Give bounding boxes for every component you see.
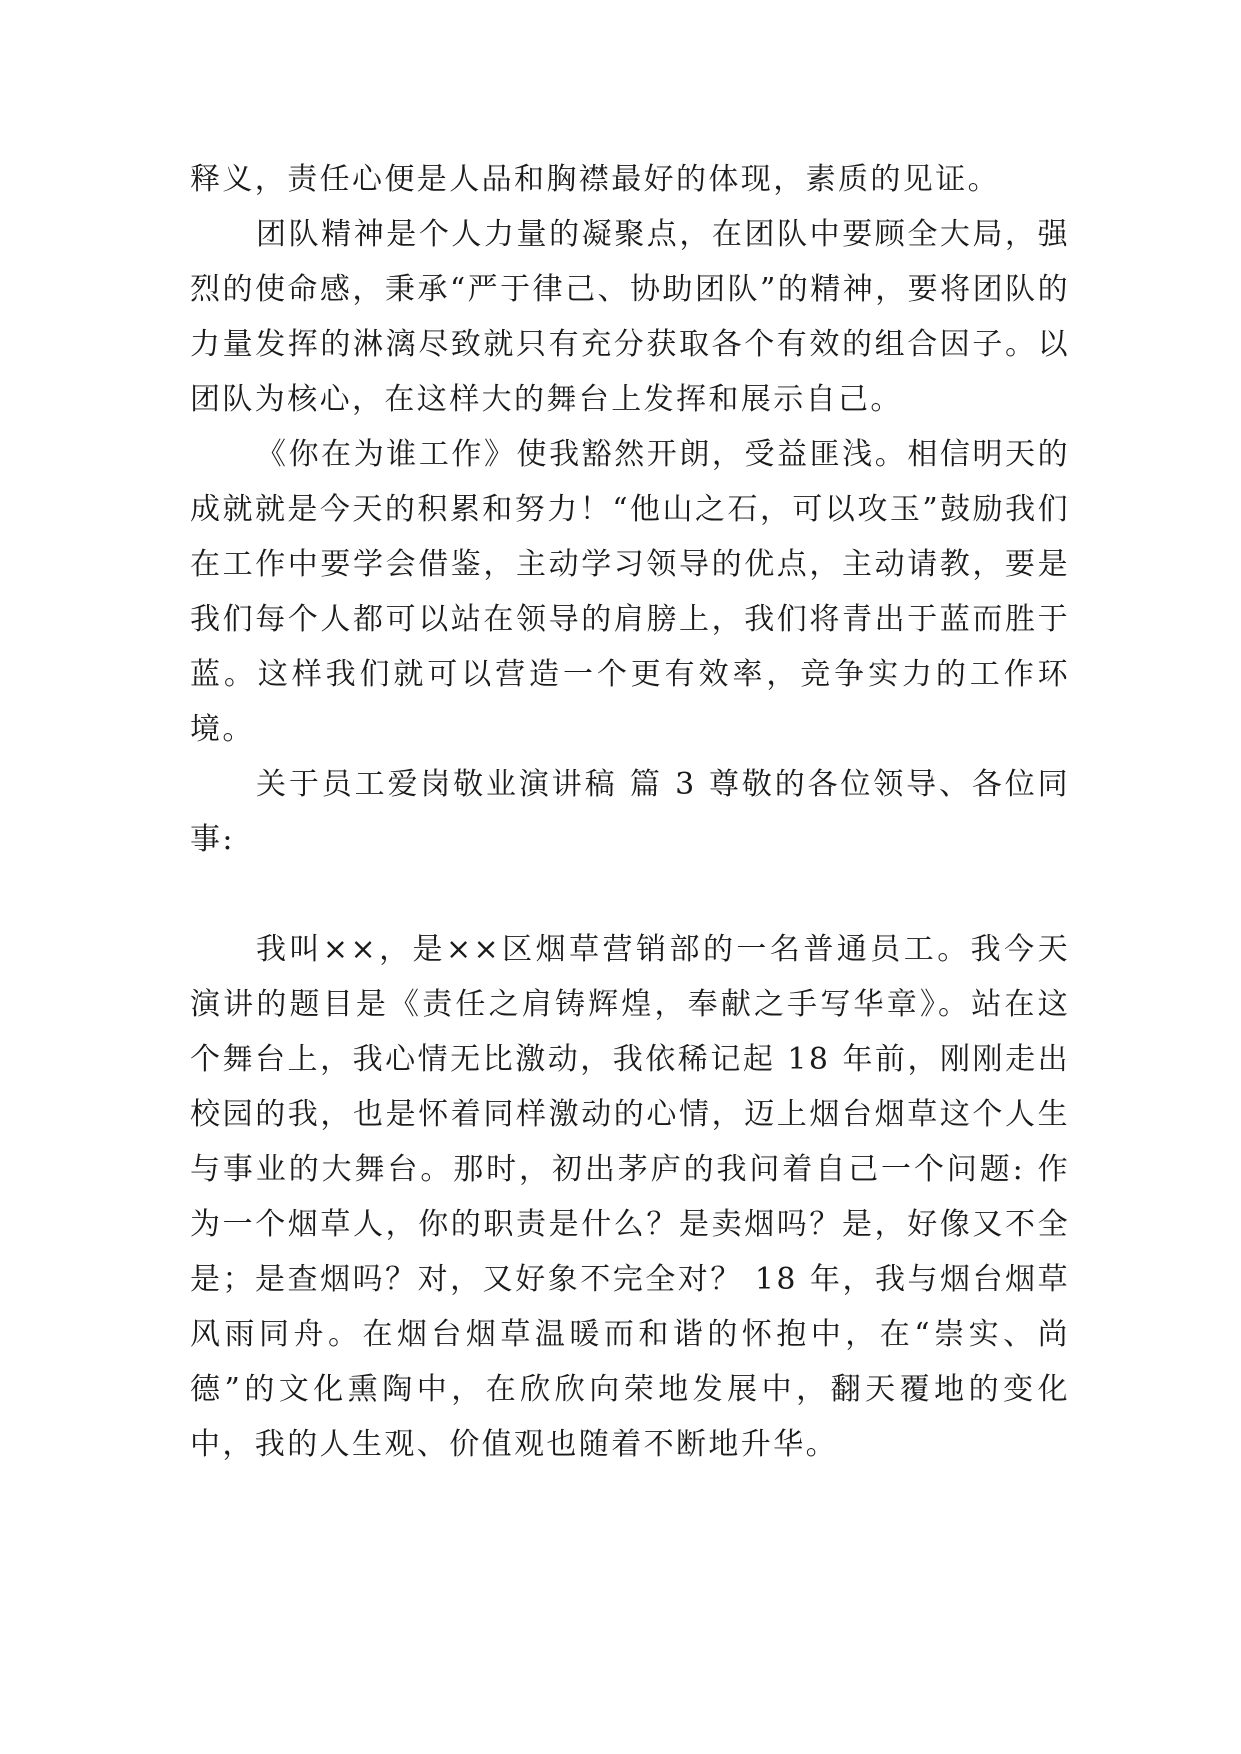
paragraph-team-spirit: 团队精神是个人力量的凝聚点，在团队中要顾全大局，强烈的使命感，秉承“严于律己、协助团队”的精神，要将团队的力量发挥的淋漓尽致就只有充分获取各个有效的组合因子。以团队为核心，在这样大的舞台上发挥和展示自己。 xyxy=(190,217,1070,417)
paragraph-continuation: 释义，责任心便是人品和胸襟最好的体现，素质的见证。 xyxy=(190,162,1000,197)
paragraph-spacer xyxy=(190,867,1070,922)
paragraph-speech-intro: 我叫××，是××区烟草营销部的一名普通员工。我今天演讲的题目是《责任之肩铸辉煌，奉献之手写华章》。站在这个舞台上，我心情无比激动，我依稀记起 18 年前，刚刚走出校园的我，也是怀着同样激动的心情，迈上烟台烟草这个人生与事业的大舞台。那时，初出茅庐的我问着自己一个问题: 作为一个烟草人，你的职责是什么？是卖烟吗？是，好像又不全是；是查烟吗？对，又好象不完全对？ 18 年，我与烟台烟草风雨同舟。在烟台烟草温暖而和谐的怀抱中，在“崇实、尚德”的文化熏陶中，在欣欣向荣地发展中，翻天覆地的变化中，我的人生观、价值观也随着不断地升华。 xyxy=(190,932,1070,1462)
document-body xyxy=(190,152,1070,1472)
section-heading-speech-3: 关于员工爱岗敬业演讲稿 篇 3 尊敬的各位领导、各位同事: xyxy=(190,767,1070,857)
paragraph-book-reflection: 《你在为谁工作》使我豁然开朗，受益匪浅。相信明天的成就就是今天的积累和努力！“他山之石，可以攻玉”鼓励我们在工作中要学会借鉴，主动学习领导的优点，主动请教，要是我们每个人都可以站在领导的肩膀上，我们将青出于蓝而胜于蓝。这样我们就可以营造一个更有效率，竞争实力的工作环境。 xyxy=(190,437,1070,747)
